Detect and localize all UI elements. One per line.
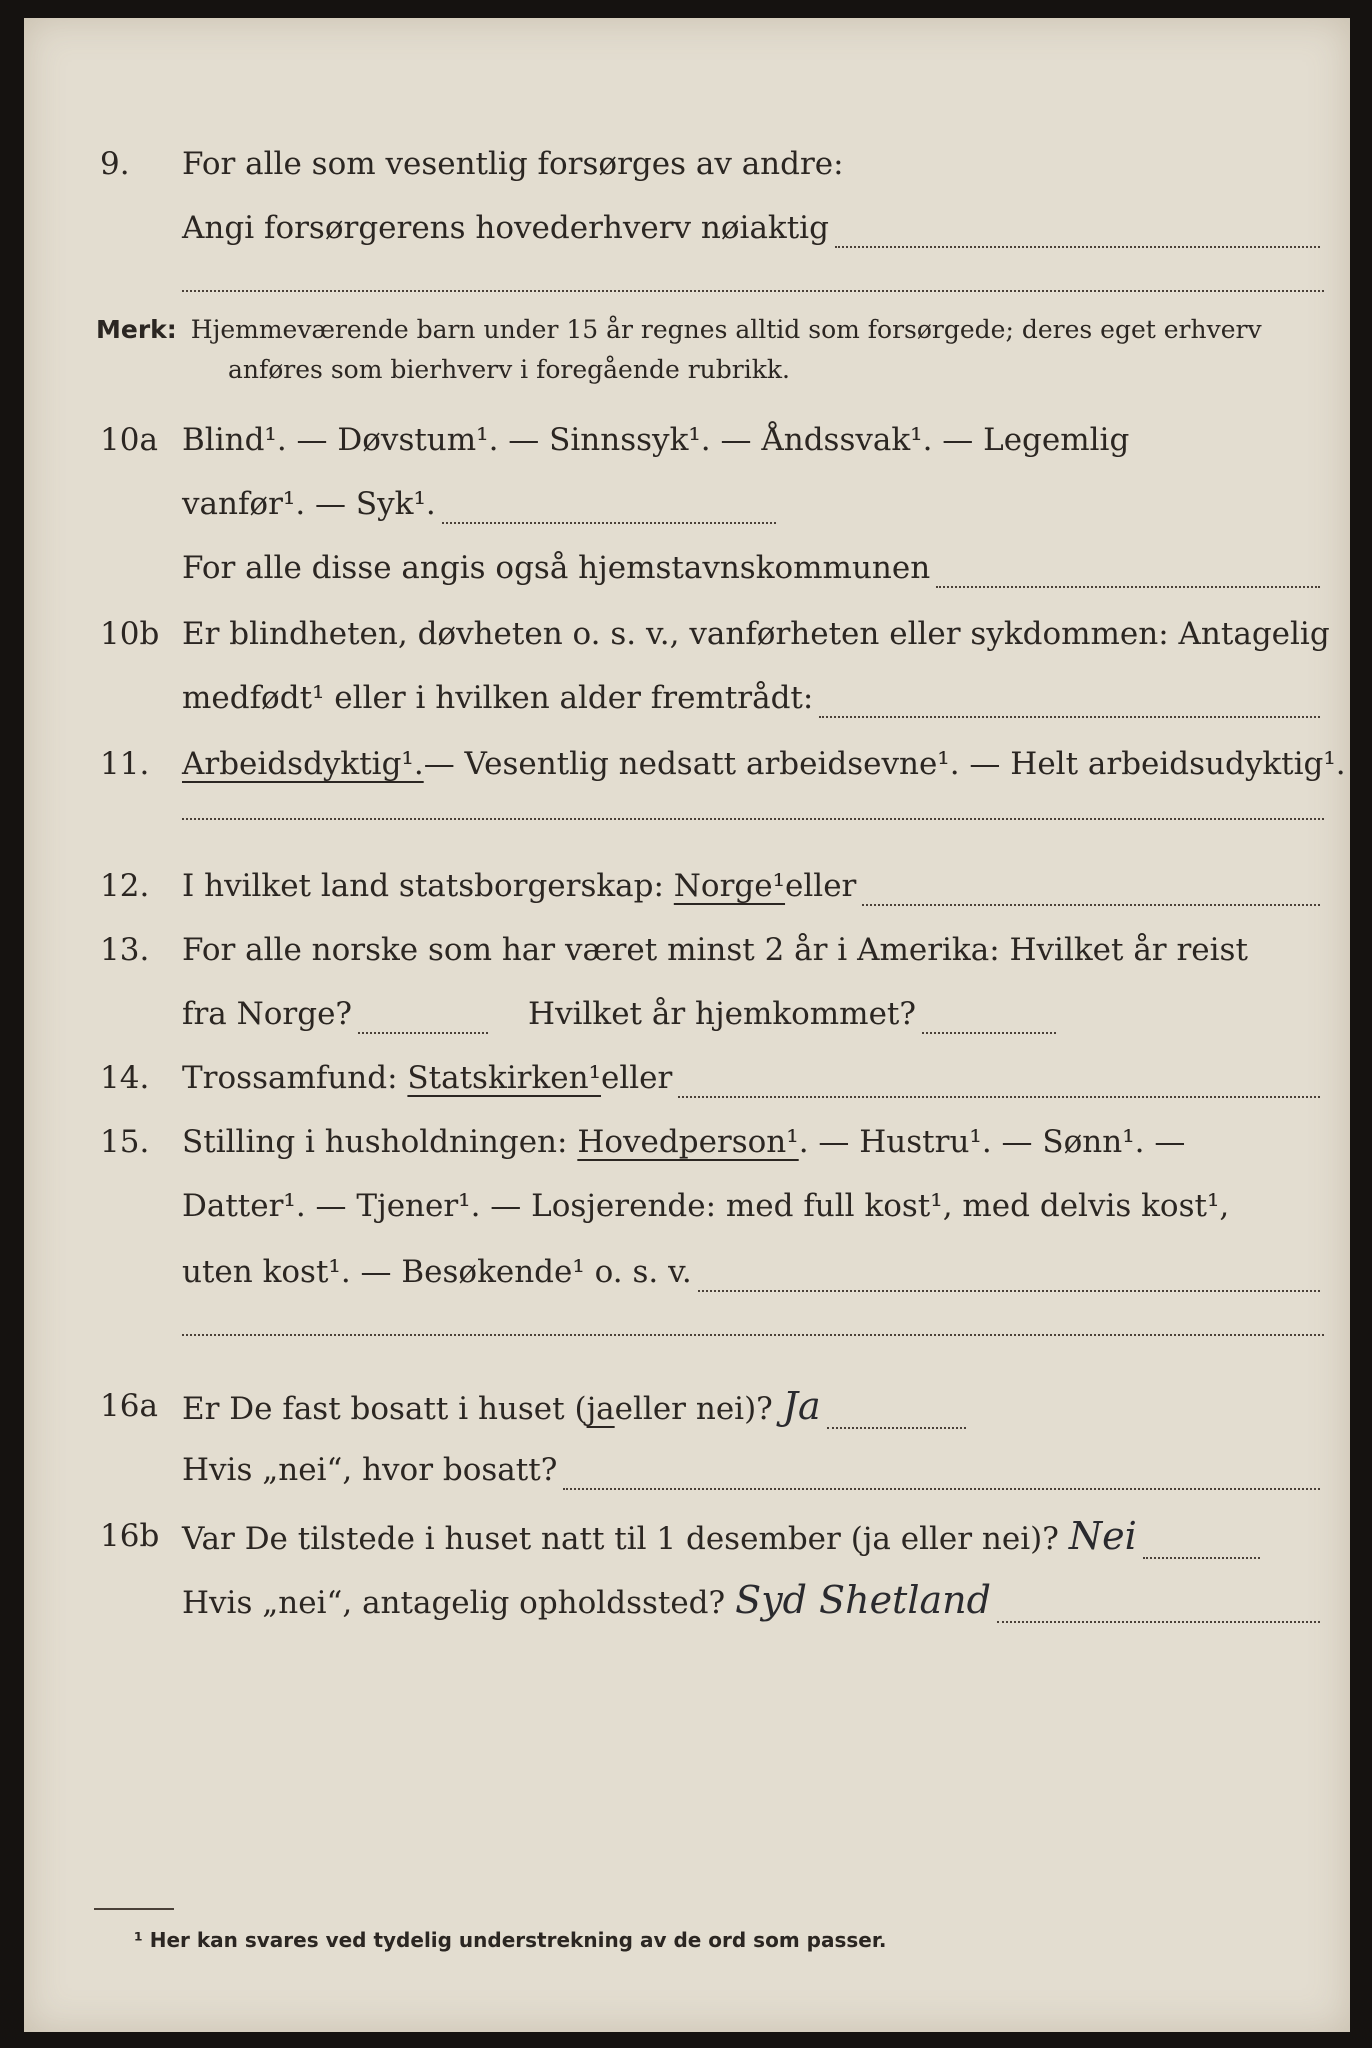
q12-eller: eller [785, 868, 857, 904]
q16b-number: 16b [100, 1518, 160, 1554]
q14-prompt: Trossamfund: [182, 1060, 398, 1096]
q10b-number: 10b [100, 616, 160, 652]
q13-text: For alle norske som har været minst 2 år i Amerika: Hvilket år reist [182, 932, 1248, 968]
q14-eller: eller [601, 1060, 673, 1096]
q16b-opholdssted-line[interactable] [997, 1621, 1320, 1623]
q11-extra-line[interactable] [182, 818, 1324, 820]
q9-line2 [24, 200, 1350, 256]
q15-answer-line[interactable] [698, 1290, 1320, 1292]
q13-number: 13. [100, 932, 150, 968]
q14-line [24, 1050, 1350, 1106]
q16a-bosatt-prompt: Hvis „nei“, hvor bosatt? [182, 1452, 558, 1488]
q16a-line2 [24, 1442, 1350, 1498]
q12-number: 12. [100, 868, 150, 904]
q10a-kommune-line[interactable] [936, 586, 1320, 588]
q15-answer-hovedperson[interactable]: Hovedperson¹ [577, 1124, 799, 1160]
q12-answer-norge[interactable]: Norge¹ [673, 868, 786, 904]
q15-line3 [24, 1244, 1350, 1300]
q13-reist-prompt: fra Norge? [182, 996, 353, 1032]
q10a-line3 [24, 540, 1350, 596]
q9-number: 9. [100, 146, 130, 182]
census-form-page [24, 18, 1350, 2032]
q16b-handwritten-opholdssted: Syd Shetland [735, 1578, 991, 1622]
q15-options-end: uten kost¹. — Besøkende¹ o. s. v. [182, 1254, 692, 1290]
q10a-kommune-prompt: For alle disse angis også hjemstavnskommunen [182, 550, 931, 586]
q10b-answer-line[interactable] [819, 716, 1320, 718]
q10a-number: 10a [100, 422, 158, 458]
footnote-rule [94, 1908, 174, 1910]
q16a-bosatt-line[interactable] [563, 1488, 1320, 1490]
q16b-handwritten-answer: Nei [1068, 1514, 1137, 1558]
q15-extra-line[interactable] [182, 1334, 1324, 1336]
q16b-line2 [24, 1572, 1350, 1628]
q10b-line2 [24, 670, 1350, 726]
q9-prompt: Angi forsørgerens hovederhverv nøiaktig [182, 210, 829, 246]
q16a-prompt-end: eller nei)? [614, 1391, 773, 1427]
q13-line2 [24, 986, 1350, 1042]
q15-line1 [24, 1114, 1350, 1170]
q13-hjemkommet-prompt: Hvilket år hjemkommet? [528, 996, 917, 1032]
q14-number: 14. [100, 1060, 150, 1096]
q11-line [24, 736, 1350, 792]
q13-reist-line[interactable] [358, 1032, 488, 1034]
q13-line1 [24, 922, 1350, 978]
q16a-prompt: Er De fast bosatt i huset ( [182, 1391, 587, 1427]
q14-answer-line[interactable] [678, 1096, 1320, 1098]
q15-line2 [24, 1178, 1350, 1234]
q9-line1 [24, 136, 1350, 192]
q10a-line1 [24, 412, 1350, 468]
q16a-handwritten-answer: Ja [782, 1384, 821, 1428]
q11-options: — Vesentlig nedsatt arbeidsevne¹. — Helt arbeidsudyktig¹. [423, 746, 1346, 782]
q16a-line1 [24, 1378, 1350, 1434]
q12-line [24, 858, 1350, 914]
q10b-text: Er blindheten, døvheten o. s. v., vanførheten eller sykdommen: Antagelig [182, 616, 1330, 652]
q15-options-cont: Datter¹. — Tjener¹. — Losjerende: med full kost¹, med delvis kost¹, [182, 1188, 1230, 1224]
q16b-prompt: Var De tilstede i huset natt til 1 desember (ja eller nei)? [182, 1521, 1059, 1557]
q10a-options: Blind¹. — Døvstum¹. — Sinnssyk¹. — Åndssvak¹. — Legemlig [182, 422, 1130, 458]
q12-answer-line[interactable] [862, 904, 1320, 906]
merk-line1: Hjemmeværende barn under 15 år regnes alltid som forsørgede; deres eget erhverv [190, 315, 1262, 344]
q16a-number: 16a [100, 1388, 158, 1424]
q11-answer-arbeidsdyktig[interactable]: Arbeidsdyktig¹. [182, 746, 424, 782]
q16b-line1 [24, 1508, 1350, 1564]
q10a-options-cont: vanfør¹. — Syk¹. [182, 486, 436, 522]
q10b-line1 [24, 606, 1350, 662]
q15-number: 15. [100, 1124, 150, 1160]
q16b-opholdssted-prompt: Hvis „nei“, antagelig opholdssted? [182, 1585, 726, 1621]
q15-prompt: Stilling i husholdningen: [182, 1124, 568, 1160]
q16a-answer-line[interactable] [827, 1427, 966, 1429]
merk-note [96, 310, 1262, 350]
q9-answer-line[interactable] [835, 246, 1320, 248]
q9-text: For alle som vesentlig forsørges av andre: [182, 146, 844, 182]
q12-prompt: I hvilket land statsborgerskap: [182, 868, 664, 904]
q10a-line2 [24, 476, 1350, 532]
q9-extra-line[interactable] [182, 290, 1324, 292]
q10a-answer-line[interactable] [442, 522, 776, 524]
q14-answer-statskirken[interactable]: Statskirken¹ [407, 1060, 601, 1096]
merk-label: Merk: [96, 315, 177, 344]
q10b-prompt: medfødt¹ eller i hvilken alder fremtrådt: [182, 680, 814, 716]
q11-number: 11. [100, 746, 150, 782]
q16a-answer-ja[interactable]: ja [586, 1391, 615, 1427]
q15-options: . — Hustru¹. — Sønn¹. — [798, 1124, 1186, 1160]
q16b-answer-line[interactable] [1143, 1557, 1260, 1559]
q13-hjemkommet-line[interactable] [922, 1032, 1056, 1034]
merk-line2: anføres som bierhverv i foregående rubrikk. [228, 355, 790, 384]
footnote: ¹ Her kan svares ved tydelig understrekning av de ord som passer. [134, 1928, 887, 1952]
